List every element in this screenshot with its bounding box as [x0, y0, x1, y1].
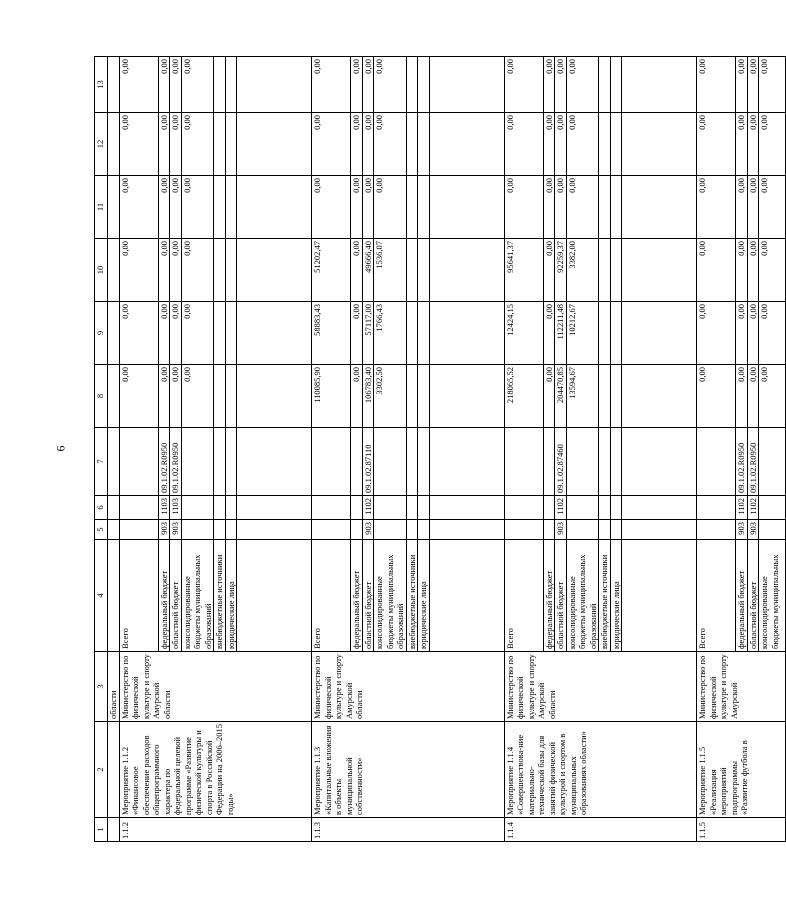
amount-cell: 0,00 — [543, 57, 555, 113]
gradp-code: 903 — [555, 520, 567, 540]
section-code — [351, 496, 363, 520]
amount-cell: 0,00 — [747, 57, 759, 113]
section-code — [610, 496, 622, 520]
gradp-code — [697, 520, 736, 540]
gradp-code: 903 — [747, 520, 759, 540]
target-article: 09.1.02.R0950 — [170, 428, 182, 496]
amount-cell: 0,00 — [170, 176, 182, 239]
section-code — [418, 496, 430, 520]
amount-cell: 110085,90 — [312, 365, 351, 428]
amount-cell: 0,00 — [351, 239, 363, 302]
amount-cell: 0,00 — [181, 365, 214, 428]
funding-source: Всего — [504, 540, 543, 652]
target-article — [543, 428, 555, 496]
amount-cell: 0,00 — [736, 176, 748, 239]
funding-source: консолидированные бюджеты муниципальных образований — [374, 540, 407, 652]
amount-cell — [225, 176, 237, 239]
funding-source: внебюджетные источники — [214, 540, 226, 652]
amount-cell: 51202,47 — [312, 239, 351, 302]
amount-cell: 112211,48 — [555, 302, 567, 365]
amount-cell: 0,00 — [504, 176, 543, 239]
spacer-cell — [429, 57, 504, 113]
gradp-code — [504, 520, 543, 540]
amount-cell: 0,00 — [747, 176, 759, 239]
amount-cell: 218065,52 — [504, 365, 543, 428]
amount-cell — [406, 365, 418, 428]
amount-cell: 0,00 — [543, 302, 555, 365]
amount-cell — [418, 239, 430, 302]
target-article: 09.1.02.R0950 — [736, 428, 748, 496]
amount-cell: 0,00 — [181, 57, 214, 113]
spacer-cell — [237, 113, 312, 176]
amount-cell — [610, 113, 622, 176]
amount-cell: 0,00 — [170, 113, 182, 176]
amount-cell: 0,00 — [158, 113, 170, 176]
item-name: Мероприятие 1.1.5 «Реализация мероприятий подпрограммы «Развитие футбола в — [697, 722, 786, 818]
funding-source: федеральный бюджет — [158, 540, 170, 652]
amount-cell — [599, 113, 611, 176]
amount-cell: 0,00 — [736, 239, 748, 302]
amount-cell: 0,00 — [747, 365, 759, 428]
amount-cell — [610, 176, 622, 239]
gradp-code: 903 — [158, 520, 170, 540]
amount-cell: 0,00 — [747, 239, 759, 302]
funding-source: юридические лица — [610, 540, 622, 652]
amount-cell — [225, 57, 237, 113]
section-code — [119, 496, 158, 520]
item-number: 1.1.2 — [119, 818, 312, 842]
funding-source: юридические лица — [225, 540, 237, 652]
amount-cell: 0,00 — [759, 176, 786, 239]
amount-cell: 0,00 — [362, 57, 374, 113]
target-article — [181, 428, 214, 496]
funding-source: федеральный бюджет — [351, 540, 363, 652]
gradp-code — [418, 520, 430, 540]
spacer-cell — [622, 496, 697, 520]
funding-source: юридические лица — [418, 540, 430, 652]
amount-cell: 0,00 — [374, 176, 407, 239]
amount-cell — [418, 176, 430, 239]
target-article — [697, 428, 736, 496]
amount-cell: 0,00 — [351, 113, 363, 176]
amount-cell: 0,00 — [374, 57, 407, 113]
amount-cell: 0,00 — [181, 239, 214, 302]
spacer-cell — [237, 496, 312, 520]
continuation-executor: области — [108, 652, 120, 722]
amount-cell: 0,00 — [543, 176, 555, 239]
amount-cell: 0,00 — [504, 57, 543, 113]
funding-source: Всего — [119, 540, 158, 652]
section-code: 1102 — [362, 496, 374, 520]
section-code: 1102 — [736, 496, 748, 520]
gradp-code — [225, 520, 237, 540]
header-cell: 4 — [95, 540, 108, 652]
amount-cell: 0,00 — [312, 57, 351, 113]
header-cell: 8 — [95, 365, 108, 428]
section-code — [566, 496, 599, 520]
amount-cell: 0,00 — [119, 57, 158, 113]
amount-cell — [610, 57, 622, 113]
target-article — [566, 428, 599, 496]
section-code: 1102 — [747, 496, 759, 520]
spacer-cell — [622, 520, 697, 540]
amount-cell: 0,00 — [555, 176, 567, 239]
amount-cell: 10212,67 — [566, 302, 599, 365]
spacer-cell — [622, 57, 697, 113]
amount-cell — [214, 365, 226, 428]
table-body — [95, 57, 786, 842]
header-cell: 13 — [95, 57, 108, 113]
amount-cell: 106783,40 — [362, 365, 374, 428]
amount-cell — [406, 239, 418, 302]
amount-cell: 0,00 — [170, 57, 182, 113]
gradp-code — [374, 520, 407, 540]
header-row — [95, 57, 108, 842]
section-code — [214, 496, 226, 520]
amount-cell — [214, 176, 226, 239]
amount-cell: 0,00 — [170, 365, 182, 428]
amount-cell — [225, 365, 237, 428]
spacer-cell — [237, 57, 312, 113]
header-cell: 5 — [95, 520, 108, 540]
amount-cell: 204470,85 — [555, 365, 567, 428]
item-executor: Министерство по физической культуре и спорту Амурской области — [504, 652, 697, 722]
amount-cell: 0,00 — [374, 113, 407, 176]
amount-cell: 0,00 — [170, 239, 182, 302]
amount-cell: 0,00 — [119, 113, 158, 176]
target-article — [119, 428, 158, 496]
amount-cell — [406, 57, 418, 113]
table-row — [697, 57, 736, 842]
amount-cell: 3382,00 — [566, 239, 599, 302]
amount-cell: 0,00 — [181, 113, 214, 176]
section-code — [504, 496, 543, 520]
budget-table — [94, 56, 786, 842]
target-article: 09.1.02.87460 — [555, 428, 567, 496]
amount-cell: 58883,43 — [312, 302, 351, 365]
section-code — [599, 496, 611, 520]
amount-cell: 0,00 — [555, 113, 567, 176]
amount-cell: 0,00 — [181, 176, 214, 239]
header-cell: 10 — [95, 239, 108, 302]
amount-cell: 0,00 — [362, 176, 374, 239]
gradp-code — [119, 520, 158, 540]
amount-cell: 0,00 — [351, 302, 363, 365]
item-number: 1.1.5 — [697, 818, 786, 842]
amount-cell — [610, 365, 622, 428]
amount-cell: 0,00 — [566, 113, 599, 176]
amount-cell: 0,00 — [312, 113, 351, 176]
amount-cell — [225, 302, 237, 365]
amount-cell: 0,00 — [158, 239, 170, 302]
amount-cell — [406, 302, 418, 365]
spacer-cell — [429, 540, 504, 652]
spacer-cell — [622, 239, 697, 302]
item-name: Мероприятие 1.1.2 «Финансовое обеспечение расходов общепрограммного характера по федеральной целевой программе «Развитие физической культуры и спорта в Российской Федерации на 2006–2015 годы» — [119, 722, 312, 818]
funding-source: областной бюджет — [170, 540, 182, 652]
header-cell: 6 — [95, 496, 108, 520]
rotated-page — [94, 57, 780, 842]
amount-cell: 0,00 — [351, 365, 363, 428]
gradp-code — [566, 520, 599, 540]
amount-cell: 0,00 — [158, 57, 170, 113]
target-article — [759, 428, 786, 496]
spacer-cell — [622, 428, 697, 496]
page-number: 6 — [53, 445, 68, 452]
amount-cell: 0,00 — [759, 302, 786, 365]
amount-cell: 3302,50 — [374, 365, 407, 428]
amount-cell: 0,00 — [697, 302, 736, 365]
amount-cell — [610, 239, 622, 302]
section-code: 1103 — [170, 496, 182, 520]
target-article: 09.1.02.R0950 — [747, 428, 759, 496]
target-article — [418, 428, 430, 496]
spacer-cell — [429, 520, 504, 540]
gradp-code: 903 — [362, 520, 374, 540]
amount-cell: 0,00 — [747, 113, 759, 176]
amount-cell: 0,00 — [759, 57, 786, 113]
amount-cell: 0,00 — [119, 365, 158, 428]
amount-cell: 0,00 — [158, 176, 170, 239]
amount-cell: 0,00 — [119, 302, 158, 365]
spacer-cell — [237, 520, 312, 540]
gradp-code — [312, 520, 351, 540]
amount-cell: 0,00 — [736, 113, 748, 176]
amount-cell: 0,00 — [543, 113, 555, 176]
item-executor: Министерство по физической культуре и спорту Амурской области — [119, 652, 312, 722]
amount-cell — [599, 365, 611, 428]
funding-source: Всего — [697, 540, 736, 652]
amount-cell: 0,00 — [362, 113, 374, 176]
spacer-cell — [622, 540, 697, 652]
amount-cell: 0,00 — [555, 57, 567, 113]
amount-cell — [418, 57, 430, 113]
target-article — [225, 428, 237, 496]
table-row — [312, 57, 351, 842]
gradp-code — [599, 520, 611, 540]
target-article: 09.1.02.87110 — [362, 428, 374, 496]
gradp-code — [406, 520, 418, 540]
funding-source: консолидированные бюджеты муниципальных — [759, 540, 786, 652]
amount-cell: 0,00 — [543, 365, 555, 428]
spacer-cell — [429, 113, 504, 176]
spacer-cell — [237, 239, 312, 302]
gradp-code — [214, 520, 226, 540]
amount-cell: 0,00 — [504, 113, 543, 176]
amount-cell: 0,00 — [351, 57, 363, 113]
header-cell: 12 — [95, 113, 108, 176]
continuation-row — [108, 57, 120, 842]
amount-cell: 0,00 — [697, 176, 736, 239]
amount-cell: 0,00 — [697, 57, 736, 113]
amount-cell: 0,00 — [351, 176, 363, 239]
amount-cell: 0,00 — [158, 365, 170, 428]
amount-cell: 0,00 — [158, 302, 170, 365]
item-number: 1.1.3 — [312, 818, 505, 842]
funding-source: областной бюджет — [362, 540, 374, 652]
amount-cell: 0,00 — [759, 365, 786, 428]
target-article — [351, 428, 363, 496]
amount-cell: 12424,15 — [504, 302, 543, 365]
amount-cell: 0,00 — [119, 239, 158, 302]
target-article — [504, 428, 543, 496]
section-code — [759, 496, 786, 520]
amount-cell: 57117,00 — [362, 302, 374, 365]
amount-cell — [214, 57, 226, 113]
amount-cell: 0,00 — [736, 57, 748, 113]
spacer-cell — [429, 428, 504, 496]
amount-cell: 0,00 — [759, 239, 786, 302]
amount-cell — [599, 239, 611, 302]
amount-cell: 92259,37 — [555, 239, 567, 302]
gradp-code — [181, 520, 214, 540]
spacer-cell — [622, 302, 697, 365]
amount-cell: 0,00 — [566, 176, 599, 239]
amount-cell: 0,00 — [119, 176, 158, 239]
section-code: 1103 — [158, 496, 170, 520]
amount-cell — [406, 176, 418, 239]
section-code — [406, 496, 418, 520]
amount-cell — [225, 239, 237, 302]
spacer-cell — [429, 496, 504, 520]
amount-cell — [599, 57, 611, 113]
item-name: Мероприятие 1.1.3 «Капитальные вложения в объекты муниципальной собственности» — [312, 722, 505, 818]
header-cell: 11 — [95, 176, 108, 239]
section-code — [697, 496, 736, 520]
funding-source: федеральный бюджет — [736, 540, 748, 652]
amount-cell — [599, 302, 611, 365]
funding-source: внебюджетные источники — [599, 540, 611, 652]
amount-cell — [225, 113, 237, 176]
target-article — [374, 428, 407, 496]
amount-cell: 0,00 — [736, 365, 748, 428]
amount-cell: 1766,43 — [374, 302, 407, 365]
target-article — [214, 428, 226, 496]
gradp-code: 903 — [170, 520, 182, 540]
item-executor: Министерство по физической культуре и спорту Амурской — [697, 652, 786, 722]
amount-cell — [214, 302, 226, 365]
amount-cell — [418, 302, 430, 365]
amount-cell — [418, 113, 430, 176]
section-code — [374, 496, 407, 520]
amount-cell: 0,00 — [566, 57, 599, 113]
spacer-cell — [429, 176, 504, 239]
item-executor: Министерство по физической культуре и спорту Амурской области — [312, 652, 505, 722]
funding-source: областной бюджет — [555, 540, 567, 652]
amount-cell — [610, 302, 622, 365]
section-code — [181, 496, 214, 520]
gradp-code — [351, 520, 363, 540]
spacer-cell — [429, 365, 504, 428]
section-code — [225, 496, 237, 520]
gradp-code — [543, 520, 555, 540]
amount-cell: 1536,07 — [374, 239, 407, 302]
header-cell: 7 — [95, 428, 108, 496]
table-row — [119, 57, 158, 842]
header-cell: 1 — [95, 818, 108, 842]
gradp-code — [610, 520, 622, 540]
amount-cell: 0,00 — [697, 113, 736, 176]
amount-cell: 0,00 — [697, 365, 736, 428]
spacer-cell — [622, 176, 697, 239]
spacer-cell — [622, 365, 697, 428]
header-cell: 9 — [95, 302, 108, 365]
spacer-cell — [237, 365, 312, 428]
target-article — [610, 428, 622, 496]
item-number: 1.1.4 — [504, 818, 697, 842]
gradp-code: 903 — [736, 520, 748, 540]
spacer-cell — [237, 176, 312, 239]
item-name: Мероприятие 1.1.4 «Совершенствова-ние материально-технической базы для занятий физической культурой и спортом в муниципальных образованиях области» — [504, 722, 697, 818]
amount-cell — [599, 176, 611, 239]
amount-cell: 95641,37 — [504, 239, 543, 302]
funding-source: Всего — [312, 540, 351, 652]
target-article — [406, 428, 418, 496]
amount-cell: 13594,67 — [566, 365, 599, 428]
section-code — [312, 496, 351, 520]
amount-cell: 0,00 — [543, 239, 555, 302]
section-code — [543, 496, 555, 520]
amount-cell: 0,00 — [312, 176, 351, 239]
amount-cell: 0,00 — [697, 239, 736, 302]
header-cell: 3 — [95, 652, 108, 722]
amount-cell: 0,00 — [736, 302, 748, 365]
amount-cell — [406, 113, 418, 176]
header-cell: 2 — [95, 722, 108, 818]
funding-source: внебюджетные источники — [406, 540, 418, 652]
funding-source: консолидированные бюджеты муниципальных образований — [181, 540, 214, 652]
spacer-cell — [237, 540, 312, 652]
gradp-code — [759, 520, 786, 540]
spacer-cell — [429, 302, 504, 365]
spacer-cell — [622, 113, 697, 176]
target-article — [312, 428, 351, 496]
amount-cell — [214, 113, 226, 176]
amount-cell: 0,00 — [759, 113, 786, 176]
spacer-cell — [237, 428, 312, 496]
spacer-cell — [429, 239, 504, 302]
section-code: 1102 — [555, 496, 567, 520]
amount-cell: 0,00 — [170, 302, 182, 365]
amount-cell — [418, 365, 430, 428]
funding-source: областной бюджет — [747, 540, 759, 652]
funding-source: консолидированные бюджеты муниципальных образований — [566, 540, 599, 652]
target-article — [599, 428, 611, 496]
funding-source: федеральный бюджет — [543, 540, 555, 652]
target-article: 09.1.02.R0950 — [158, 428, 170, 496]
amount-cell — [214, 239, 226, 302]
amount-cell: 0,00 — [747, 302, 759, 365]
amount-cell: 0,00 — [181, 302, 214, 365]
table-row — [504, 57, 543, 842]
amount-cell: 49666,40 — [362, 239, 374, 302]
spacer-cell — [237, 302, 312, 365]
